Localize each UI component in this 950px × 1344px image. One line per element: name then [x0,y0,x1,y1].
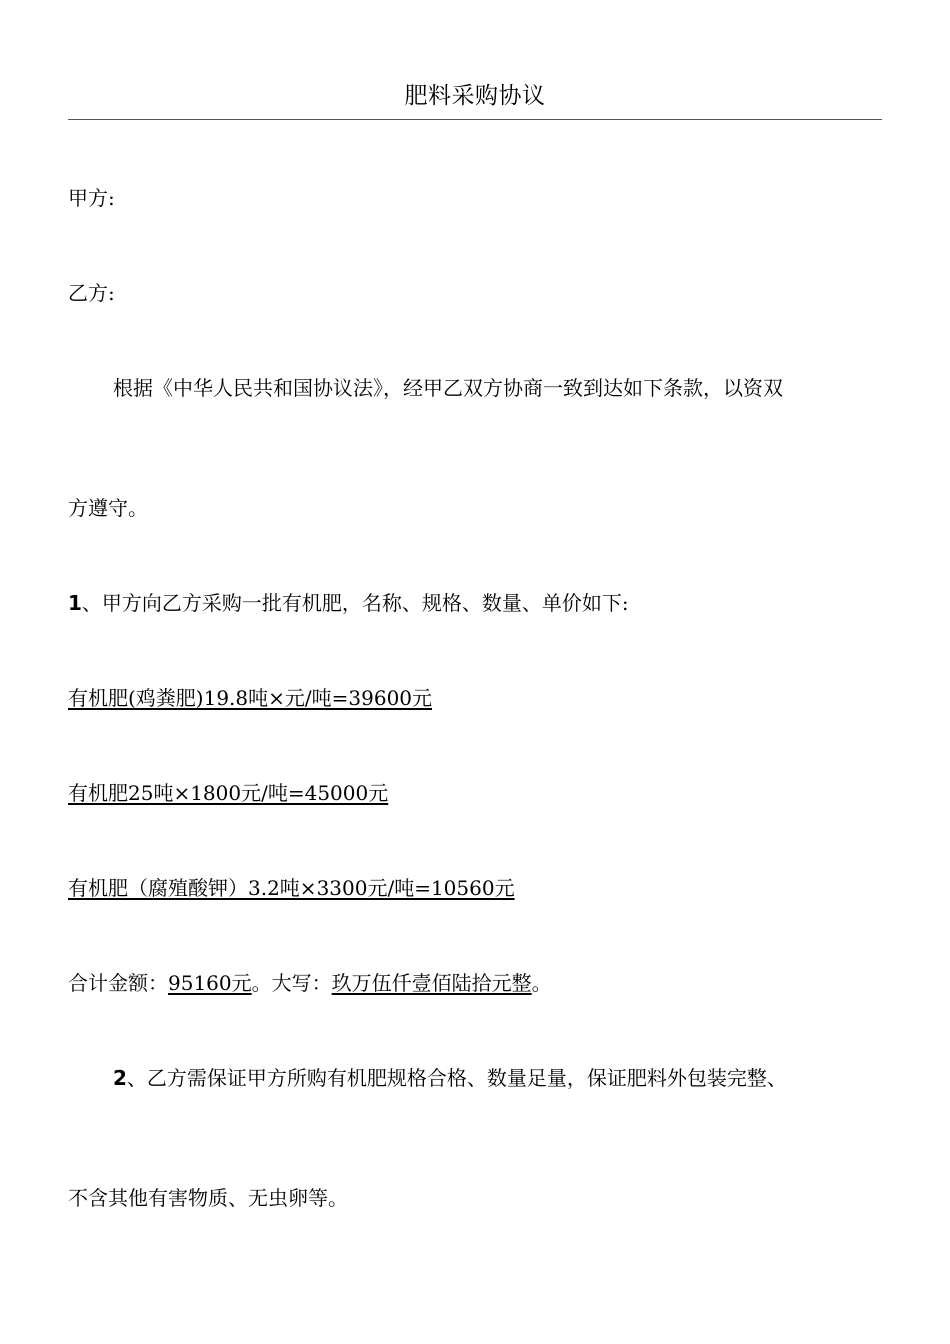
header-title: 肥料采购协议 [404,83,546,109]
clause-2-text: 、乙方需保证甲方所购有机肥规格合格、数量足量，保证肥料外包装完整、 [126,1066,787,1090]
page-header [68,78,882,120]
intro-paragraph-line-2: 方遵守。 [68,496,148,520]
party-b-label: 乙方: [68,281,115,305]
clause-2-continuation: 不含其他有害物质、无虫卵等。 [68,1186,348,1210]
clause-1-number: 1 [68,591,82,615]
clause-2-number: 2 [113,1066,127,1090]
item-line-humic-potassium: 有机肥（腐殖酸钾）3.2吨×3300元/吨=10560元 [68,876,515,900]
clause-2 [113,1064,787,1092]
total-end: 。 [531,971,552,995]
total-amount: 95160元 [168,971,252,995]
item-line-organic-fertilizer: 有机肥25吨×1800元/吨=45000元 [68,781,389,805]
total-mid-text: 。大写： [251,971,332,995]
total-label: 合计金额： [68,971,168,995]
total-amount-in-words: 玖万伍仟壹佰陆拾元整 [331,971,532,995]
clause-1 [68,589,629,617]
clause-1-text: 、甲方向乙方采购一批有机肥，名称、规格、数量、单价如下: [81,591,629,615]
total-amount-line [68,969,552,997]
intro-paragraph-line-1: 根据《中华人民共和国协议法》，经甲乙双方协商一致到达如下条款，以资双 [113,376,783,400]
party-a-label: 甲方: [68,186,115,210]
item-line-chicken-manure: 有机肥(鸡粪肥)19.8吨×元/吨=39600元 [68,686,433,710]
